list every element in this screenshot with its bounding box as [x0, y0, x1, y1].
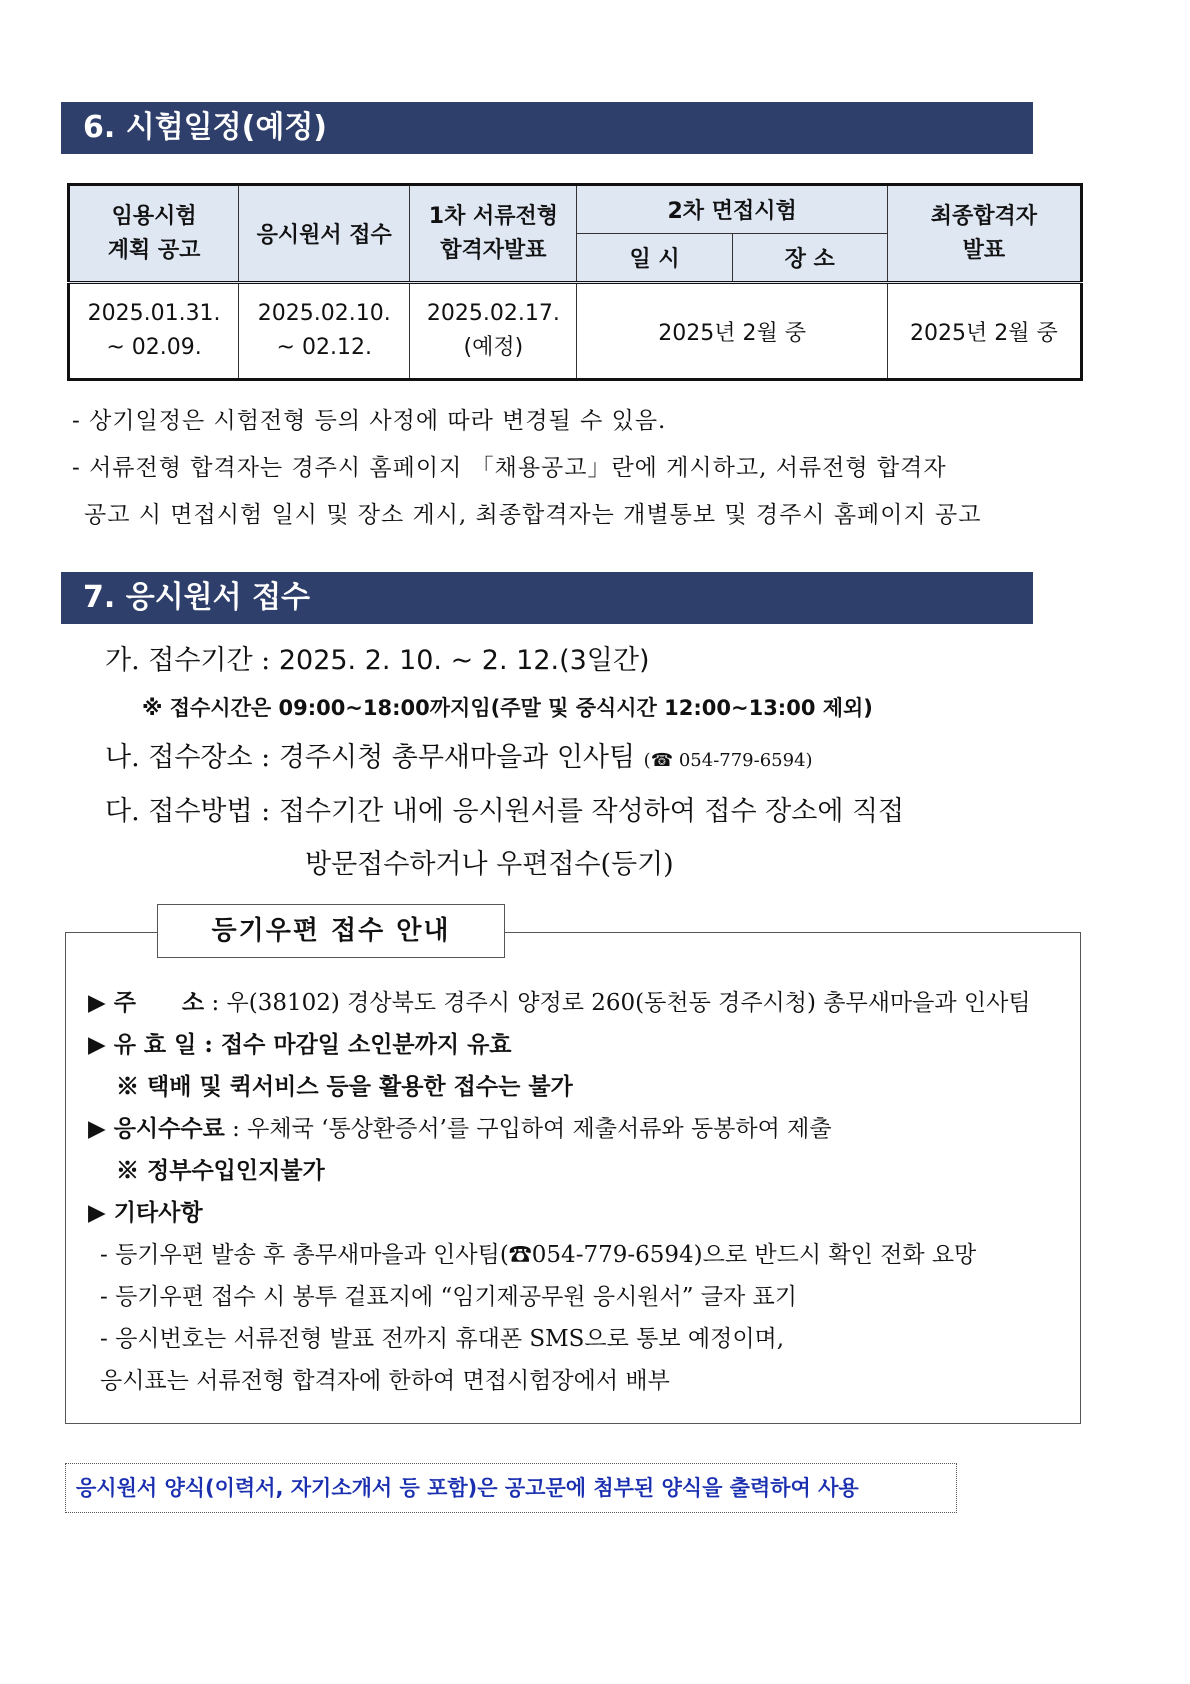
header-apply: 응시원서 접수	[239, 185, 410, 283]
method-line: 다. 접수방법 : 접수기간 내에 응시원서를 작성하여 접수 장소에 직접	[105, 796, 905, 827]
place-line: 나. 접수장소 : 경주시청 총무새마을과 인사팀 (☎ 054-779-6594)	[105, 742, 813, 773]
form-note: 응시원서 양식(이력서, 자기소개서 등 포함)은 공고문에 첨부된 양식을 출력하여 사용	[65, 1463, 957, 1513]
fee-note: ※ 정부수입인지불가	[116, 1157, 325, 1184]
fee-line: ▶ 응시수수료 : 우체국 ‘통상환증서’를 구입하여 제출서류와 동봉하여 제출	[88, 1115, 832, 1142]
header-place: 장 소	[732, 234, 887, 283]
exam-schedule-table	[67, 183, 1083, 381]
valid-line: ▶ 유 효 일 : 접수 마감일 소인분까지 유효	[88, 1031, 512, 1058]
method-line2: 방문접수하거나 우편접수(등기)	[305, 849, 674, 880]
cell-final: 2025년 2월 중	[887, 283, 1081, 380]
valid-note: ※ 택배 및 퀵서비스 등을 활용한 접수는 불가	[116, 1073, 573, 1100]
schedule-note: - 상기일정은 시험전형 등의 사정에 따라 변경될 수 있음.	[72, 408, 667, 434]
etc-line: 응시표는 서류전형 합격자에 한하여 면접시험장에서 배부	[100, 1368, 670, 1394]
header-plan: 임용시험 계획 공고	[69, 185, 239, 283]
schedule-note: - 서류전형 합격자는 경주시 홈페이지 「채용공고」란에 게시하고, 서류전형 합격자	[72, 455, 947, 481]
period-line: 가. 접수기간 : 2025. 2. 10. ~ 2. 12.(3일간)	[105, 645, 650, 676]
cell-plan: 2025.01.31. ~ 02.09.	[69, 283, 239, 380]
cell-apply: 2025.02.10. ~ 02.12.	[239, 283, 410, 380]
cell-interview: 2025년 2월 중	[577, 283, 887, 380]
header-datetime: 일 시	[577, 234, 732, 283]
mail-box-title: 등기우편 접수 안내	[157, 904, 505, 958]
cell-doc: 2025.02.17. (예정)	[410, 283, 577, 380]
period-note: ※ 접수시간은 09:00~18:00까지임(주말 및 중식시간 12:00~13:00 제외)	[142, 696, 873, 720]
section6-title: 6. 시험일정(예정)	[61, 102, 1033, 154]
etc-line: - 응시번호는 서류전형 발표 전까지 휴대폰 SMS으로 통보 예정이며,	[100, 1326, 785, 1352]
schedule-note: 공고 시 면접시험 일시 및 장소 게시, 최종합격자는 개별통보 및 경주시 홈페이지 공고	[84, 502, 982, 528]
header-interview: 2차 면접시험	[577, 185, 887, 234]
etc-line: - 등기우편 접수 시 봉투 겉표지에 “임기제공무원 응시원서” 글자 표기	[100, 1284, 797, 1310]
header-final: 최종합격자 발표	[887, 185, 1081, 283]
address-line: ▶ 주 소 : 우(38102) 경상북도 경주시 양정로 260(동천동 경주시청) 총무새마을과 인사팀	[88, 989, 1031, 1016]
header-doc: 1차 서류전형 합격자발표	[410, 185, 577, 283]
section7-title: 7. 응시원서 접수	[61, 572, 1033, 624]
etc-heading: ▶ 기타사항	[88, 1199, 203, 1226]
etc-line: - 등기우편 발송 후 총무새마을과 인사팀(☎054-779-6594)으로 반드시 확인 전화 요망	[100, 1242, 977, 1268]
